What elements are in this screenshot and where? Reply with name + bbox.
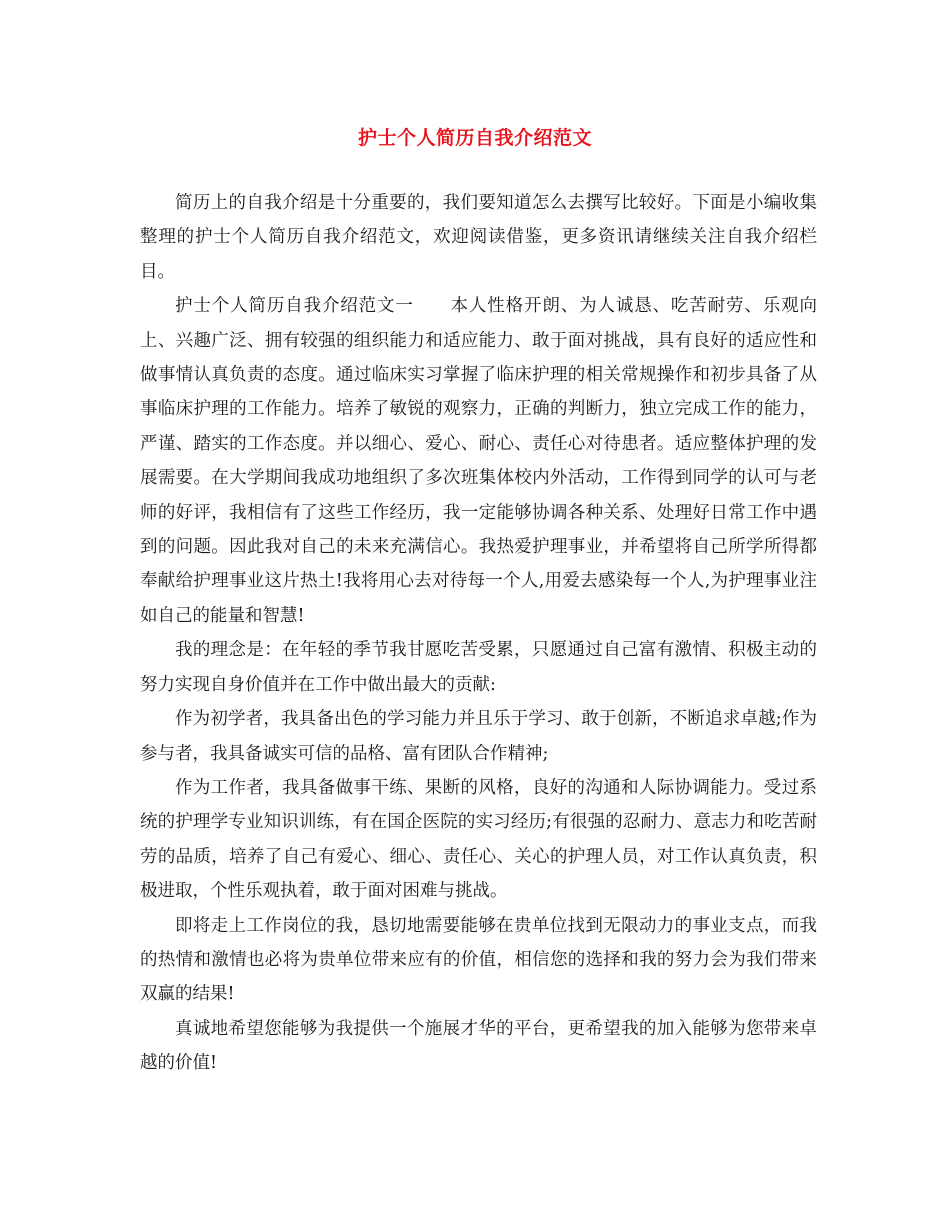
paragraph-sample-one: 护士个人简历自我介绍范文一 本人性格开朗、为人诚恳、吃苦耐劳、乐观向上、兴趣广泛、拥有较强的组织能力和适应能力、敢于面对挑战，具有良好的适应性和做事情认真负责的态度。通过临床实习掌握了临床护理的相关常规操作和初步具备了从事临床护理的工作能力。培养了敏锐的观察力，正确的判断力，独立完成工作的能力，严谨、踏实的工作态度。并以细心、爱心、耐心、责任心对待患者。适应整体护理的发展需要。在大学期间我成功地组织了多次班集体校内外活动，工作得到同学的认可与老师的好评，我相信有了这些工作经历，我一定能够协调各种关系、处理好日常工作中遇到的问题。因此我对自己的未来充满信心。我热爱护理事业，并希望将自己所学所得都奉献给护理事业这片热土!我将用心去对待每一个人,用爱去感染每一个人,为护理事业注如自己的能量和智慧! (140, 296, 817, 626)
paragraph-philosophy: 我的理念是：在年轻的季节我甘愿吃苦受累，只愿通过自己富有激情、积极主动的努力实现自身价值并在工作中做出最大的贡献: (140, 640, 817, 695)
paragraph-closing: 真诚地希望您能够为我提供一个施展才华的平台，更希望我的加入能够为您带来卓越的价值! (140, 1018, 817, 1074)
paragraph-expectation: 即将走上工作岗位的我，恳切地需要能够在贵单位找到无限动力的事业支点，而我的热情和激情也必将为贵单位带来应有的价值，相信您的选择和我的努力会为我们带来双赢的结果! (140, 915, 817, 1005)
document-body (140, 186, 817, 1081)
paragraph-as-worker: 作为工作者，我具备做事干练、果断的风格，良好的沟通和人际协调能力。受过系统的护理学专业知识训练，有在国企医院的实习经历;有很强的忍耐力、意志力和吃苦耐劳的品质，培养了自己有爱心、细心、责任心、关心的护理人员，对工作认真负责，积极进取，个性乐观执着，敢于面对困难与挑战。 (140, 777, 817, 902)
paragraph-as-learner: 作为初学者，我具备出色的学习能力并且乐于学习、敢于创新，不断追求卓越;作为参与者，我具备诚实可信的品格、富有团队合作精神; (140, 709, 817, 764)
paragraph-intro: 简历上的自我介绍是十分重要的，我们要知道怎么去撰写比较好。下面是小编收集整理的护士个人简历自我介绍范文，欢迎阅读借鉴，更多资讯请继续关注自我介绍栏目。 (140, 193, 817, 282)
document-title: 护士个人简历自我介绍范文 (357, 127, 592, 149)
